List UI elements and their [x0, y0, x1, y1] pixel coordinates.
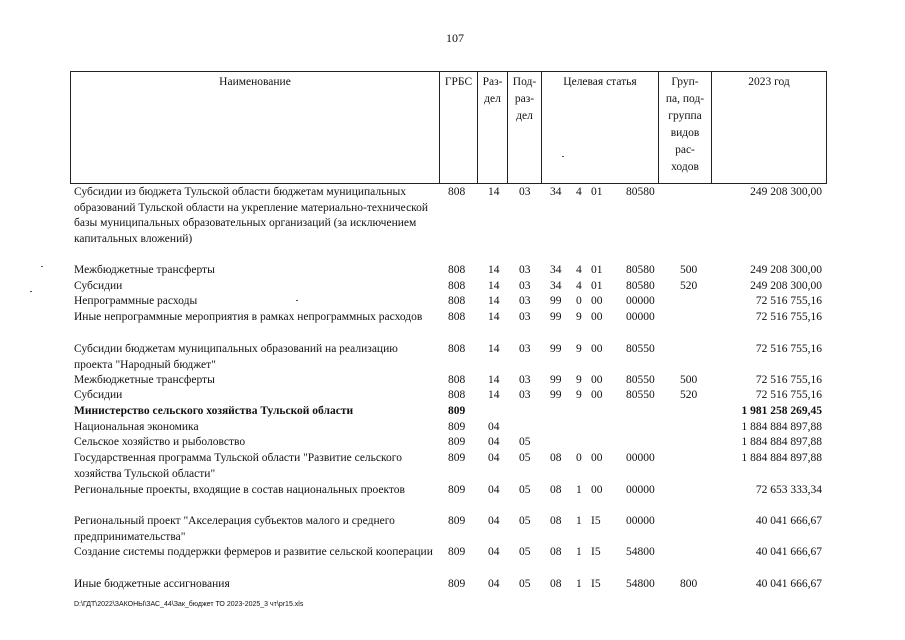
row-name: Государственная программа Тульской области "Развитие сельского хозяйства Тульской области": [74, 452, 402, 480]
row-grbs: 809: [448, 421, 466, 433]
row-amount: 1 981 258 269,45: [741, 405, 822, 417]
row-target-program: 99: [550, 311, 562, 323]
row-amount: 249 208 300,00: [750, 264, 822, 276]
row-target-sub: 4: [576, 280, 582, 292]
file-path-footer: D:\ГДТ\2022\ЗАКОНЫ\ЗАС_44\Зак_бюджет ТО 2023-2025_3 чт\pr15.xls: [74, 601, 304, 608]
row-grbs: 808: [448, 264, 466, 276]
row-target-direction: 54800: [626, 546, 655, 558]
row-grbs: 808: [448, 343, 466, 355]
row-razdel: 14: [488, 295, 500, 307]
row-target-sub: 1: [576, 546, 582, 558]
row-podrazdel: 05: [519, 452, 531, 464]
row-name: Региональные проекты, входящие в состав национальных проектов: [74, 484, 405, 496]
row-amount: 40 041 666,67: [755, 546, 822, 558]
row-podrazdel: 05: [519, 436, 531, 448]
row-grbs: 809: [448, 436, 466, 448]
row-razdel: 04: [488, 421, 500, 433]
scan-speck: [296, 300, 298, 301]
header-podrazdel-line: Под-: [512, 76, 537, 88]
row-razdel: 14: [488, 186, 500, 198]
row-grbs: 809: [448, 515, 466, 527]
row-target-main: 00: [591, 311, 603, 323]
row-target-main: 00: [591, 389, 603, 401]
row-amount: 40 041 666,67: [755, 515, 822, 527]
scan-speck: [41, 266, 43, 267]
row-target-main: I5: [591, 578, 601, 590]
row-grbs: 808: [448, 295, 466, 307]
row-podrazdel: 05: [519, 515, 531, 527]
row-target-main: 01: [591, 280, 603, 292]
row-amount: 1 884 884 897,88: [741, 421, 822, 433]
row-target-main: I5: [591, 546, 601, 558]
row-target-direction: 80580: [626, 280, 655, 292]
header-podrazdel-line: раз-: [514, 93, 535, 105]
row-amount: 249 208 300,00: [750, 280, 822, 292]
row-name: Иные бюджетные ассигнования: [74, 578, 230, 590]
row-name: Субсидии из бюджета Тульской области бюджетам муниципальных образований Тульской области на укрепление материально-технической базы муниципальных образовательных организаций (за исключением капитальных вложений): [74, 186, 429, 245]
header-name: [70, 71, 440, 184]
row-podrazdel: 03: [519, 343, 531, 355]
row-grbs: 809: [448, 452, 466, 464]
row-expense-type: 500: [680, 264, 698, 276]
row-amount: 72 516 755,16: [755, 295, 822, 307]
row-podrazdel: 05: [519, 578, 531, 590]
row-target-direction: 00000: [626, 295, 655, 307]
row-target-sub: 1: [576, 484, 582, 496]
row-podrazdel: 03: [519, 374, 531, 386]
row-target-direction: 00000: [626, 311, 655, 323]
row-target-program: 08: [550, 515, 562, 527]
header-vr: [658, 71, 712, 184]
row-target-main: 00: [591, 452, 603, 464]
row-razdel: 04: [488, 436, 500, 448]
row-amount: 249 208 300,00: [750, 186, 822, 198]
header-razdel-line: Раз-: [482, 76, 503, 88]
row-target-program: 34: [550, 186, 562, 198]
row-target-sub: 4: [576, 264, 582, 276]
row-name: Непрограммные расходы: [74, 295, 198, 307]
row-target-direction: 80550: [626, 374, 655, 386]
row-name: Министерство сельского хозяйства Тульской области: [74, 405, 354, 417]
header-podrazdel: [507, 71, 542, 184]
row-grbs: 809: [448, 546, 466, 558]
header-vr-line: па, под-: [665, 93, 705, 105]
row-target-direction: 00000: [626, 452, 655, 464]
row-podrazdel: 05: [519, 546, 531, 558]
row-podrazdel: 03: [519, 264, 531, 276]
row-target-main: 01: [591, 264, 603, 276]
row-target-direction: 00000: [626, 484, 655, 496]
header-target-text: Целевая статья: [563, 76, 637, 88]
row-target-sub: 1: [576, 578, 582, 590]
row-expense-type: 520: [680, 389, 698, 401]
row-target-program: 08: [550, 452, 562, 464]
row-name: Иные непрограммные мероприятия в рамках непрограммных расходов: [74, 311, 423, 323]
row-target-program: 08: [550, 578, 562, 590]
row-grbs: 808: [448, 311, 466, 323]
row-target-direction: 54800: [626, 578, 655, 590]
row-amount: 72 516 755,16: [755, 311, 822, 323]
row-target-sub: 1: [576, 515, 582, 527]
row-grbs: 808: [448, 374, 466, 386]
row-name: Субсидии: [74, 280, 123, 292]
header-razdel: [477, 71, 508, 184]
header-vr-line: видов: [670, 127, 700, 139]
row-target-sub: 0: [576, 295, 582, 307]
row-razdel: 04: [488, 452, 500, 464]
row-podrazdel: 03: [519, 295, 531, 307]
row-target-main: 00: [591, 343, 603, 355]
row-target-program: 34: [550, 280, 562, 292]
row-grbs: 808: [448, 389, 466, 401]
row-razdel: 14: [488, 343, 500, 355]
row-target-sub: 0: [576, 452, 582, 464]
row-target-sub: 9: [576, 343, 582, 355]
header-year: [711, 71, 827, 184]
row-target-program: 34: [550, 264, 562, 276]
row-target-sub: 9: [576, 311, 582, 323]
row-amount: 40 041 666,67: [755, 578, 822, 590]
row-target-program: 99: [550, 343, 562, 355]
row-grbs: 809: [448, 578, 466, 590]
row-target-direction: 80550: [626, 389, 655, 401]
row-target-direction: 80580: [626, 264, 655, 276]
row-name: Сельское хозяйство и рыболовство: [74, 436, 246, 448]
row-grbs: 808: [448, 280, 466, 292]
row-name: Региональный проект "Акселерация субъектов малого и среднего предпринимательства": [74, 515, 395, 543]
row-amount: 1 884 884 897,88: [741, 452, 822, 464]
row-razdel: 14: [488, 311, 500, 323]
row-razdel: 14: [488, 264, 500, 276]
row-target-sub: 4: [576, 186, 582, 198]
row-name: Субсидии бюджетам муниципальных образований на реализацию проекта "Народный бюджет": [74, 343, 398, 371]
header-podrazdel-line: дел: [516, 110, 533, 122]
row-expense-type: 500: [680, 374, 698, 386]
row-razdel: 04: [488, 515, 500, 527]
row-podrazdel: 03: [519, 389, 531, 401]
row-target-direction: 80580: [626, 186, 655, 198]
row-amount: 72 516 755,16: [755, 389, 822, 401]
row-razdel: 04: [488, 546, 500, 558]
header-name-text: Наименование: [219, 76, 291, 88]
row-name: Создание системы поддержки фермеров и развитие сельской кооперации: [74, 546, 433, 558]
row-name: Национальная экономика: [74, 421, 199, 433]
row-amount: 72 516 755,16: [755, 343, 822, 355]
header-grbs: [439, 71, 478, 184]
row-grbs: 808: [448, 186, 466, 198]
row-target-program: 99: [550, 374, 562, 386]
row-amount: 1 884 884 897,88: [741, 436, 822, 448]
row-name: Межбюджетные трансферты: [74, 264, 215, 276]
row-razdel: 14: [488, 389, 500, 401]
scan-speck: [30, 291, 32, 292]
row-name: Субсидии: [74, 389, 123, 401]
scan-speck: [562, 156, 564, 157]
row-expense-type: 520: [680, 280, 698, 292]
page-number: 107: [446, 31, 464, 45]
header-grbs-text: ГРБС: [444, 76, 473, 88]
row-target-main: 00: [591, 295, 603, 307]
header-vr-line: Груп-: [671, 76, 699, 88]
row-target-main: 01: [591, 186, 603, 198]
row-razdel: 04: [488, 578, 500, 590]
row-podrazdel: 03: [519, 311, 531, 323]
row-target-sub: 9: [576, 374, 582, 386]
row-target-program: 99: [550, 295, 562, 307]
header-target: [541, 71, 659, 184]
header-razdel-line: дел: [484, 93, 501, 105]
row-grbs: 809: [448, 405, 466, 417]
row-grbs: 809: [448, 484, 466, 496]
row-target-direction: 80550: [626, 343, 655, 355]
row-razdel: 04: [488, 484, 500, 496]
row-razdel: 14: [488, 374, 500, 386]
row-target-program: 08: [550, 546, 562, 558]
row-target-program: 08: [550, 484, 562, 496]
header-vr-line: ходов: [671, 161, 699, 173]
row-name: Межбюджетные трансферты: [74, 374, 215, 386]
row-target-sub: 9: [576, 389, 582, 401]
row-target-program: 99: [550, 389, 562, 401]
header-vr-line: рас-: [675, 144, 695, 156]
header-vr-line: группа: [668, 110, 702, 122]
row-target-main: 00: [591, 374, 603, 386]
row-podrazdel: 03: [519, 280, 531, 292]
header-year-text: 2023 год: [748, 76, 790, 88]
row-target-main: 00: [591, 484, 603, 496]
row-podrazdel: 03: [519, 186, 531, 198]
row-amount: 72 653 333,34: [755, 484, 822, 496]
row-target-direction: 00000: [626, 515, 655, 527]
row-amount: 72 516 755,16: [755, 374, 822, 386]
row-razdel: 14: [488, 280, 500, 292]
row-target-main: I5: [591, 515, 601, 527]
row-podrazdel: 05: [519, 484, 531, 496]
row-expense-type: 800: [680, 578, 698, 590]
